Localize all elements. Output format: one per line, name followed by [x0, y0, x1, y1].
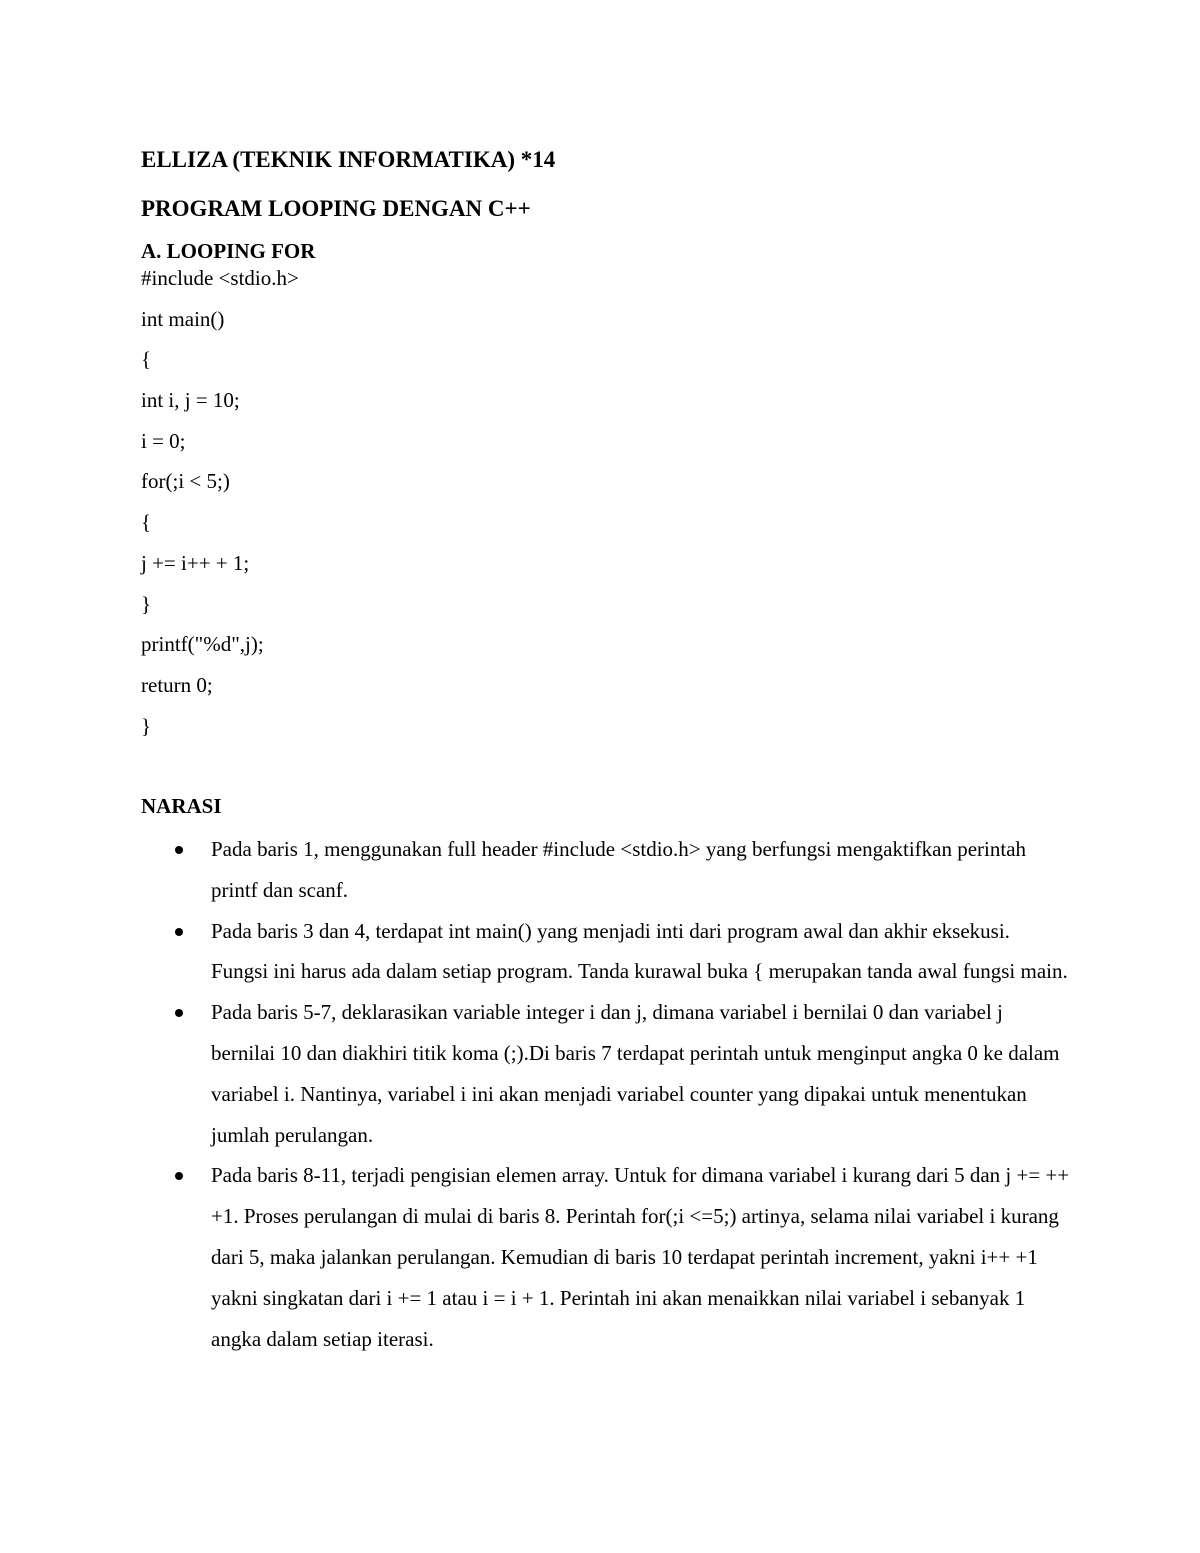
- code-line: printf("%d",j);: [141, 632, 264, 657]
- narasi-item: [0, 1155, 1071, 1359]
- document-subtitle: PROGRAM LOOPING DENGAN C++: [141, 196, 531, 221]
- code-line: {: [141, 347, 152, 372]
- code-line: }: [141, 713, 152, 738]
- code-line: return 0;: [141, 672, 213, 697]
- narasi-item: [0, 992, 1071, 1155]
- code-line: }: [141, 591, 152, 616]
- code-line: int i, j = 10;: [141, 388, 240, 413]
- bullet-dot-icon: [175, 1009, 183, 1017]
- bullet-dot-icon: [175, 1172, 183, 1180]
- bullet-dot-icon: [175, 928, 183, 936]
- narasi-item-text: Pada baris 3 dan 4, terdapat int main() yang menjadi inti dari program awal dan akhir eksekusi. Fungsi ini harus ada dalam setiap program. Tanda kurawal buka { merupakan tanda awal fungsi main.: [211, 918, 1068, 984]
- narasi-item: [0, 911, 1071, 993]
- code-line: j += i++ + 1;: [141, 550, 250, 575]
- code-line: int main(): [141, 306, 225, 331]
- narasi-heading: NARASI: [141, 794, 222, 818]
- code-line: #include <stdio.h>: [141, 266, 299, 290]
- section-a-heading: A. LOOPING FOR: [141, 239, 316, 263]
- code-line: i = 0;: [141, 428, 186, 453]
- narasi-item-text: Pada baris 1, menggunakan full header #include <stdio.h> yang berfungsi mengaktifkan perintah printf dan scanf.: [211, 837, 1027, 902]
- code-line: {: [141, 510, 152, 535]
- code-listing: [141, 265, 299, 753]
- bullet-dot-icon: [175, 846, 183, 854]
- narasi-item: [0, 829, 1071, 911]
- narasi-list: [0, 829, 1200, 1359]
- narasi-item-text: Pada baris 5-7, deklarasikan variable integer i dan j, dimana variabel i bernilai 0 dan variabel j bernilai 10 dan diakhiri titik koma (;).Di baris 7 terdapat perintah untuk menginput angka 0 ke dalam variabel i. Nantinya, variabel i ini akan menjadi variabel counter yang dipakai untuk menentukan jumlah perulangan.: [211, 1000, 1060, 1147]
- document-title: ELLIZA (TEKNIK INFORMATIKA) *14: [141, 147, 556, 172]
- code-line: for(;i < 5;): [141, 469, 230, 494]
- narasi-item-text: Pada baris 8-11, terjadi pengisian elemen array. Untuk for dimana variabel i kurang dari 5 dan j += ++ +1. Proses perulangan di mulai di baris 8. Perintah for(;i <=5;) artinya, selama nilai variabel i kurang dari 5, maka jalankan perulangan. Kemudian di baris 10 terdapat perintah increment, yakni i++ +1 yakni singkatan dari i += 1 atau i = i + 1. Perintah ini akan menaikkan nilai variabel i sebanyak 1 angka dalam setiap iterasi.: [211, 1163, 1070, 1351]
